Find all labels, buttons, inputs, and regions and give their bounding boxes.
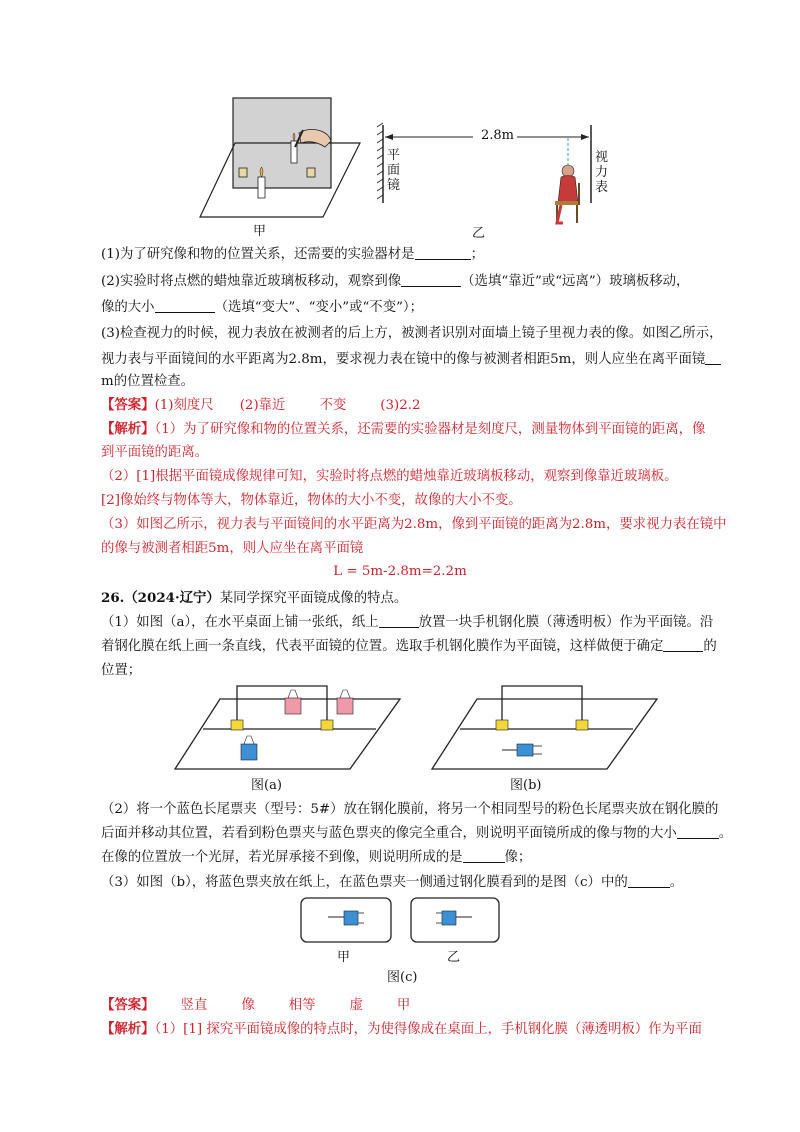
q25-analysis-2: （2）[1]根据平面镜成像规律可知，实验时将点燃的蜡烛靠近玻璃板移动，观察到像靠近玻璃板。: [101, 469, 678, 484]
q25-part2-line2: 像的大小 （选填“变大”、“变小”或“不变”）；: [101, 300, 424, 315]
q26-part2-line2: 后面并移动其位置，若看到粉色票夹与蓝色票夹的像完全重合，则说明平面镜所成的像与物的大小 。: [101, 826, 733, 841]
distance-label: 2.8m: [481, 128, 515, 143]
figure-b-caption: 图(b): [510, 778, 542, 793]
figure-c-right-label: 乙: [447, 950, 461, 965]
q25-part1: (1)为了研究像和物的位置关系，还需要的实验器材是 ；: [101, 247, 484, 262]
q25-answer: 【答案】(1)刻度尺 (2)靠近 不变 (3)2.2: [101, 397, 421, 413]
q26-header: 26.（2024·辽宁）某同学探究平面镜成像的特点。: [101, 590, 408, 606]
figure-c-caption: 图(c): [387, 970, 418, 985]
figure-c-diagram: [300, 897, 500, 945]
q25-part2-line1: (2)实验时将点燃的蜡烛靠近玻璃板移动，观察到像 （选填“靠近”或“远离”）玻璃板移动，: [101, 274, 690, 289]
q26-part3: （3）如图（b），将蓝色票夹放在纸上，在蓝色票夹一侧通过钢化膜看到的是图（c）中的 。: [101, 875, 684, 890]
chart-label: 视力表: [595, 150, 609, 195]
figure-jia-caption: 甲: [253, 224, 267, 239]
q26-part2-line1: （2）将一个蓝色长尾票夹（型号：5#）放在钢化膜前，将另一个相同型号的粉色长尾票夹放在钢化膜的: [101, 802, 719, 817]
q25-analysis-3: （3）如图乙所示，视力表与平面镜间的水平距离为2.8m，像到平面镜的距离为2.8m，要求视力表在镜中: [101, 517, 727, 532]
q26-answer: 【答案】 竖直 像 相等 虚 甲: [101, 997, 411, 1013]
q25-analysis-3b: 的像与被测者相距5m，则人应坐在离平面镜: [101, 541, 364, 556]
q25-part3-line1: (3)检查视力的时候，视力表放在被测者的后上方，被测者识别对面墙上镜子里视力表的像。如图乙所示，: [101, 326, 723, 341]
figure-b-diagram: [432, 684, 657, 776]
q25-analysis-2b: [2]像始终与物体等大，物体靠近，物体的大小不变，故像的大小不变。: [101, 493, 522, 508]
figure-jia-diagram: [195, 95, 365, 225]
q26-analysis-1: 【解析】（1）[1] 探究平面镜成像的特点时，为使得像成在桌面上，手机钢化膜（薄透明板）作为平面: [101, 1021, 702, 1037]
q25-formula: L = 5m-2.8m=2.2m: [333, 564, 467, 579]
figure-yi-caption: 乙: [472, 226, 486, 241]
q25-part3-line3: m的位置检查。: [101, 374, 195, 389]
mirror-label: 平面镜: [387, 148, 401, 193]
q26-part1-line2: 着钢化膜在纸上画一条直线，代表平面镜的位置。选取手机钢化膜作为平面镜，这样做便于确定 的: [101, 639, 717, 654]
figure-c-left-label: 甲: [337, 950, 351, 965]
q25-analysis-1b: 到平面镜的距离。: [101, 445, 209, 460]
figure-a-caption: 图(a): [251, 778, 282, 793]
q26-part2-line3: 在像的位置放一个光屏，若光屏承接不到像，则说明所成的是 像；: [101, 850, 532, 865]
q25-part3-line2: 视力表与平面镜间的水平距离为2.8m，要求视力表在镜中的像与被测者相距5m，则人应坐在离平面镜: [101, 350, 721, 370]
q25-analysis-1: 【解析】（1）为了研究像和物的位置关系，还需要的实验器材是刻度尺，测量物体到平面镜的距离，像: [101, 421, 706, 437]
q26-part1-line1: （1）如图（a），在水平桌面上铺一张纸，纸上 放置一块手机钢化膜（薄透明板）作为平面镜。沿: [101, 615, 714, 630]
q26-part1-line3: 位置；: [101, 663, 142, 678]
figure-a-diagram: [175, 684, 400, 776]
